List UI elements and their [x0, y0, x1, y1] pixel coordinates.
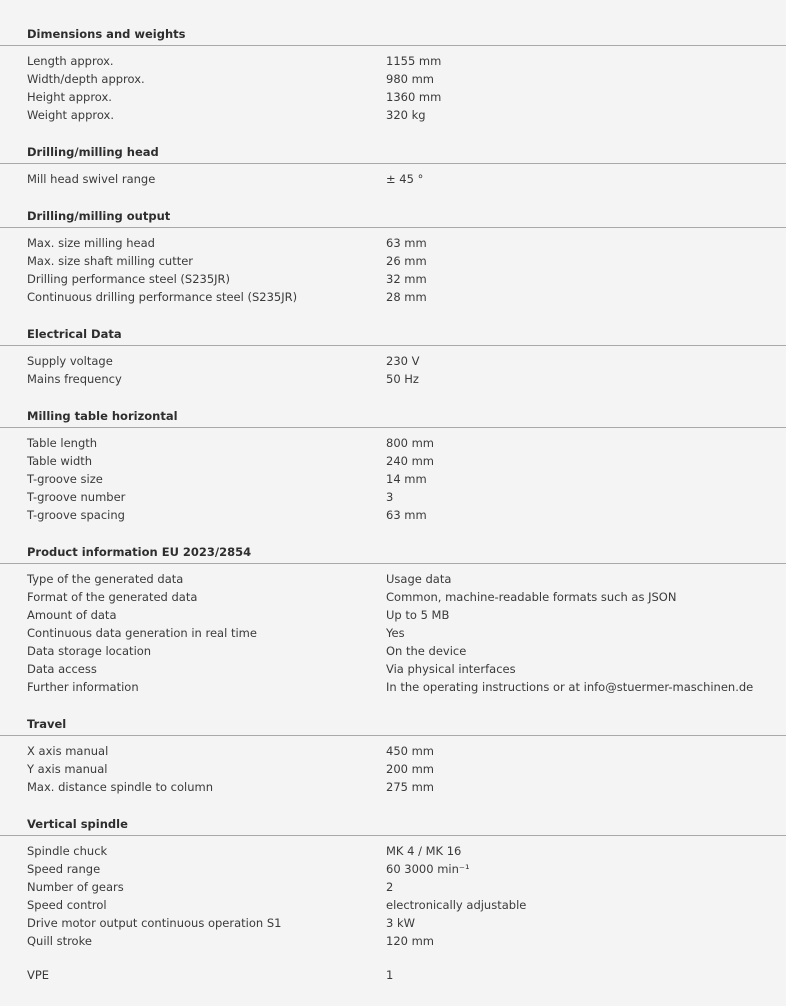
spec-label: Speed control — [27, 898, 107, 912]
spec-row — [0, 778, 786, 796]
spec-label: Mains frequency — [27, 372, 122, 386]
spec-value: On the device — [386, 644, 467, 658]
spec-row — [0, 234, 786, 252]
spec-value: 2 — [386, 880, 394, 894]
spec-value: 1155 mm — [386, 54, 442, 68]
spec-row — [0, 860, 786, 878]
spec-label: Quill stroke — [27, 934, 92, 948]
spec-label: Amount of data — [27, 608, 117, 622]
spec-section — [0, 408, 786, 524]
vpe-label: VPE — [27, 968, 50, 982]
spec-label: Max. size milling head — [27, 236, 155, 250]
spec-row — [0, 252, 786, 270]
spec-value: ± 45 ° — [386, 172, 424, 186]
spec-value: Usage data — [386, 572, 452, 586]
spec-value: 3 kW — [386, 916, 416, 930]
spec-value: 50 Hz — [386, 372, 419, 386]
spec-label: Y axis manual — [27, 762, 108, 776]
spec-label: Weight approx. — [27, 108, 114, 122]
spec-label: Mill head swivel range — [27, 172, 156, 186]
spec-label: Max. size shaft milling cutter — [27, 254, 194, 268]
spec-row — [0, 842, 786, 860]
spec-label: T-groove spacing — [27, 508, 125, 522]
spec-row — [0, 270, 786, 288]
spec-value: 1360 mm — [386, 90, 442, 104]
spec-label: Drive motor output continuous operation S1 — [27, 916, 282, 930]
spec-label: Data access — [27, 662, 97, 676]
spec-value: In the operating instructions or at info@stuermer-maschinen.de — [386, 680, 754, 694]
section-title: Electrical Data — [0, 326, 786, 346]
spec-value: 63 mm — [386, 508, 427, 522]
spec-section — [0, 208, 786, 306]
spec-value: 60 3000 min⁻¹ — [386, 862, 470, 876]
spec-row — [0, 624, 786, 642]
spec-value: Common, machine-readable formats such as JSON — [386, 590, 677, 604]
spec-label: Table length — [27, 436, 98, 450]
spec-label: Drilling performance steel (S235JR) — [27, 272, 231, 286]
spec-row — [0, 106, 786, 124]
spec-value: 275 mm — [386, 780, 435, 794]
spec-label: Format of the generated data — [27, 590, 198, 604]
spec-value: 980 mm — [386, 72, 435, 86]
spec-label: Continuous data generation in real time — [27, 626, 257, 640]
spec-value: 28 mm — [386, 290, 427, 304]
section-title: Vertical spindle — [0, 816, 786, 836]
spec-label: Length approx. — [27, 54, 114, 68]
spec-label: X axis manual — [27, 744, 109, 758]
spec-label: Max. distance spindle to column — [27, 780, 214, 794]
spec-section — [0, 816, 786, 950]
spec-section — [0, 144, 786, 188]
spec-row — [0, 896, 786, 914]
spec-row — [0, 914, 786, 932]
spec-label: Continuous drilling performance steel (S235JR) — [27, 290, 298, 304]
spec-section — [0, 544, 786, 696]
section-title: Milling table horizontal — [0, 408, 786, 428]
spec-value: 230 V — [386, 354, 420, 368]
spec-row — [0, 488, 786, 506]
spec-row — [0, 678, 786, 696]
spec-label: Speed range — [27, 862, 101, 876]
spec-value: 120 mm — [386, 934, 435, 948]
spec-label: Height approx. — [27, 90, 112, 104]
spec-label: Width/depth approx. — [27, 72, 145, 86]
section-title: Dimensions and weights — [0, 26, 786, 46]
spec-value: Yes — [386, 626, 405, 640]
spec-value: 14 mm — [386, 472, 427, 486]
spec-value: 200 mm — [386, 762, 435, 776]
spec-value: electronically adjustable — [386, 898, 527, 912]
spec-value: 320 kg — [386, 108, 426, 122]
vpe-row — [0, 966, 786, 984]
spec-value: 26 mm — [386, 254, 427, 268]
spec-section — [0, 326, 786, 388]
spec-value: 63 mm — [386, 236, 427, 250]
spec-value: 240 mm — [386, 454, 435, 468]
spec-row — [0, 88, 786, 106]
spec-row — [0, 52, 786, 70]
spec-row — [0, 452, 786, 470]
spec-section — [0, 26, 786, 124]
spec-value: Up to 5 MB — [386, 608, 450, 622]
section-title: Drilling/milling head — [0, 144, 786, 164]
spec-row — [0, 370, 786, 388]
spec-row — [0, 878, 786, 896]
spec-row — [0, 742, 786, 760]
spec-row — [0, 588, 786, 606]
spec-row — [0, 506, 786, 524]
spec-row — [0, 170, 786, 188]
spec-row — [0, 760, 786, 778]
spec-row — [0, 470, 786, 488]
vpe-value: 1 — [386, 968, 394, 982]
section-title: Product information EU 2023/2854 — [0, 544, 786, 564]
spec-value: 450 mm — [386, 744, 435, 758]
spec-row — [0, 434, 786, 452]
spec-section — [0, 716, 786, 796]
spec-label: Data storage location — [27, 644, 152, 658]
spec-label: Further information — [27, 680, 139, 694]
spec-label: T-groove number — [27, 490, 126, 504]
spec-label: Number of gears — [27, 880, 124, 894]
section-title: Drilling/milling output — [0, 208, 786, 228]
section-title: Travel — [0, 716, 786, 736]
spec-value: 32 mm — [386, 272, 427, 286]
spec-row — [0, 70, 786, 88]
spec-row — [0, 932, 786, 950]
spec-row — [0, 288, 786, 306]
spec-row — [0, 660, 786, 678]
spec-row — [0, 642, 786, 660]
spec-value: 800 mm — [386, 436, 435, 450]
spec-label: Table width — [27, 454, 93, 468]
spec-label: Spindle chuck — [27, 844, 108, 858]
spec-row — [0, 570, 786, 588]
spec-label: Type of the generated data — [27, 572, 184, 586]
spec-label: T-groove size — [27, 472, 103, 486]
spec-value: 3 — [386, 490, 394, 504]
spec-value: MK 4 / MK 16 — [386, 844, 462, 858]
spec-value: Via physical interfaces — [386, 662, 516, 676]
spec-label: Supply voltage — [27, 354, 113, 368]
spec-row — [0, 352, 786, 370]
spec-row — [0, 606, 786, 624]
